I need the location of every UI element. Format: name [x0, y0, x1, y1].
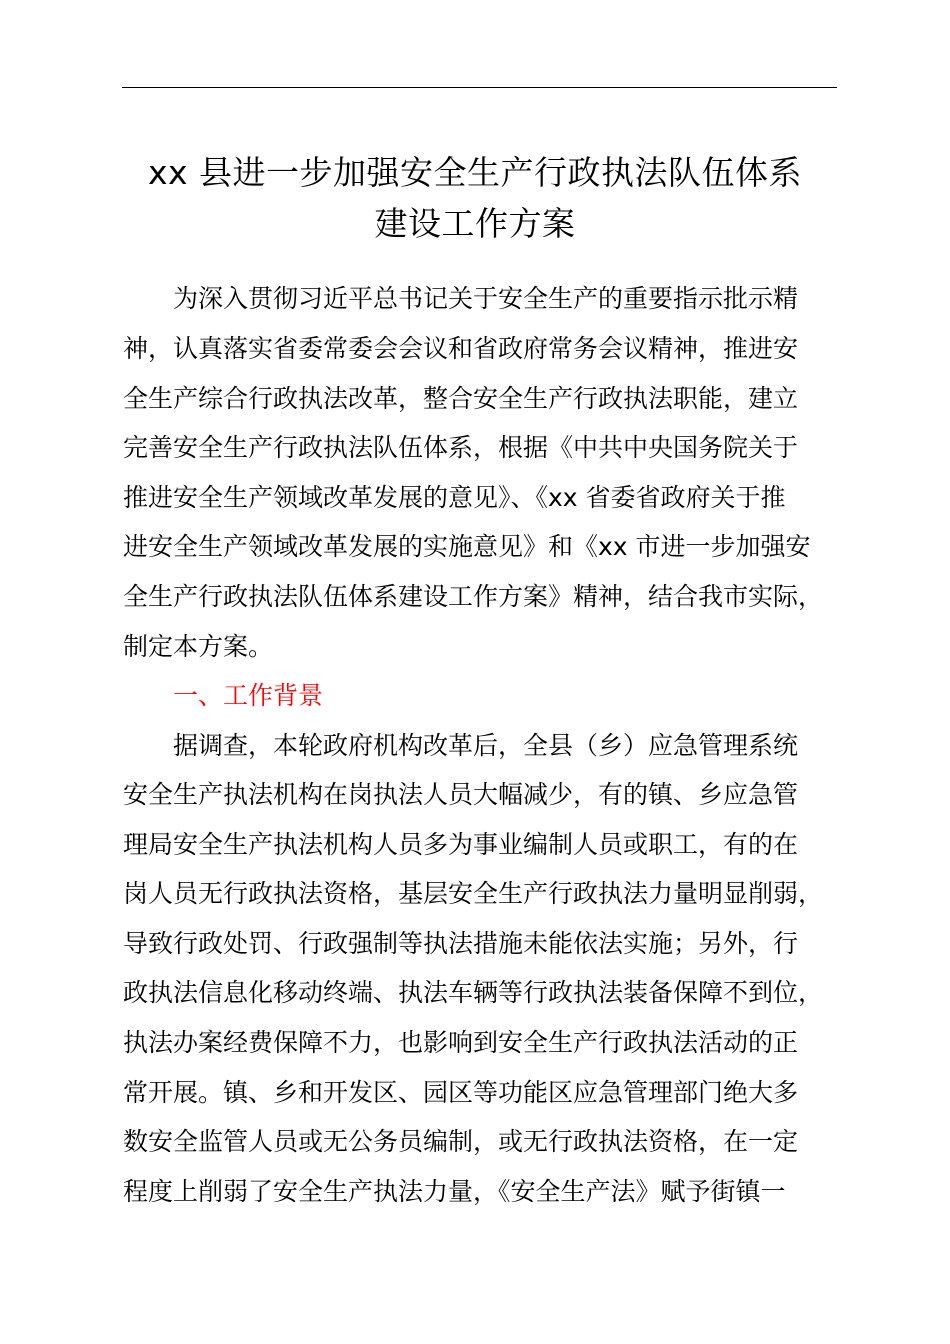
intro-line-6: 进安全生产领域改革发展的实施意见》和《xx 市进一步加强安 [123, 532, 811, 561]
body-line-2: 安全生产执法机构在岗执法人员大幅减少，有的镇、乡应急管 [123, 780, 799, 809]
body-line-7: 执法办案经费保障不力，也影响到安全生产行政执法活动的正 [123, 1028, 799, 1057]
intro-line-8: 制定本方案。 [123, 632, 274, 661]
body-line-5: 导致行政处罚、行政强制等执法措施未能依法实施；另外，行 [123, 929, 799, 958]
intro-line-7: 全生产行政执法队伍体系建设工作方案》精神，结合我市实际， [123, 582, 824, 611]
body-line-9: 数安全监管人员或无公务员编制，或无行政执法资格，在一定 [123, 1127, 799, 1156]
intro-line-1: 为深入贯彻习近平总书记关于安全生产的重要指示批示精 [173, 284, 799, 313]
body-line-8: 常开展。镇、乡和开发区、园区等功能区应急管理部门绝大多 [123, 1078, 799, 1107]
body-line-6: 政执法信息化移动终端、执法车辆等行政执法装备保障不到位， [123, 978, 824, 1007]
header-rule [122, 87, 837, 88]
body-line-3: 理局安全生产执法机构人员多为事业编制人员或职工，有的在 [123, 830, 799, 859]
document-title-line-1: xx 县进一步加强安全生产行政执法队伍体系 [147, 153, 803, 192]
section-heading: 一、工作背景 [173, 681, 324, 710]
intro-line-3: 全生产综合行政执法改革，整合安全生产行政执法职能，建立 [123, 384, 799, 413]
body-line-1: 据调查，本轮政府机构改革后，全县（乡）应急管理系统 [173, 731, 799, 760]
document-title-line-2: 建设工作方案 [374, 204, 576, 243]
intro-line-2: 神，认真落实省委常委会会议和省政府常务会议精神，推进安 [123, 334, 799, 363]
intro-line-5: 推进安全生产领域改革发展的意见》、《xx 省委省政府关于推 [123, 483, 786, 512]
body-line-4: 岗人员无行政执法资格，基层安全生产行政执法力量明显削弱， [123, 879, 824, 908]
intro-line-4: 完善安全生产行政执法队伍体系，根据《中共中央国务院关于 [123, 433, 799, 462]
body-line-10: 程度上削弱了安全生产执法力量，《安全生产法》赋予街镇一 [123, 1177, 786, 1206]
